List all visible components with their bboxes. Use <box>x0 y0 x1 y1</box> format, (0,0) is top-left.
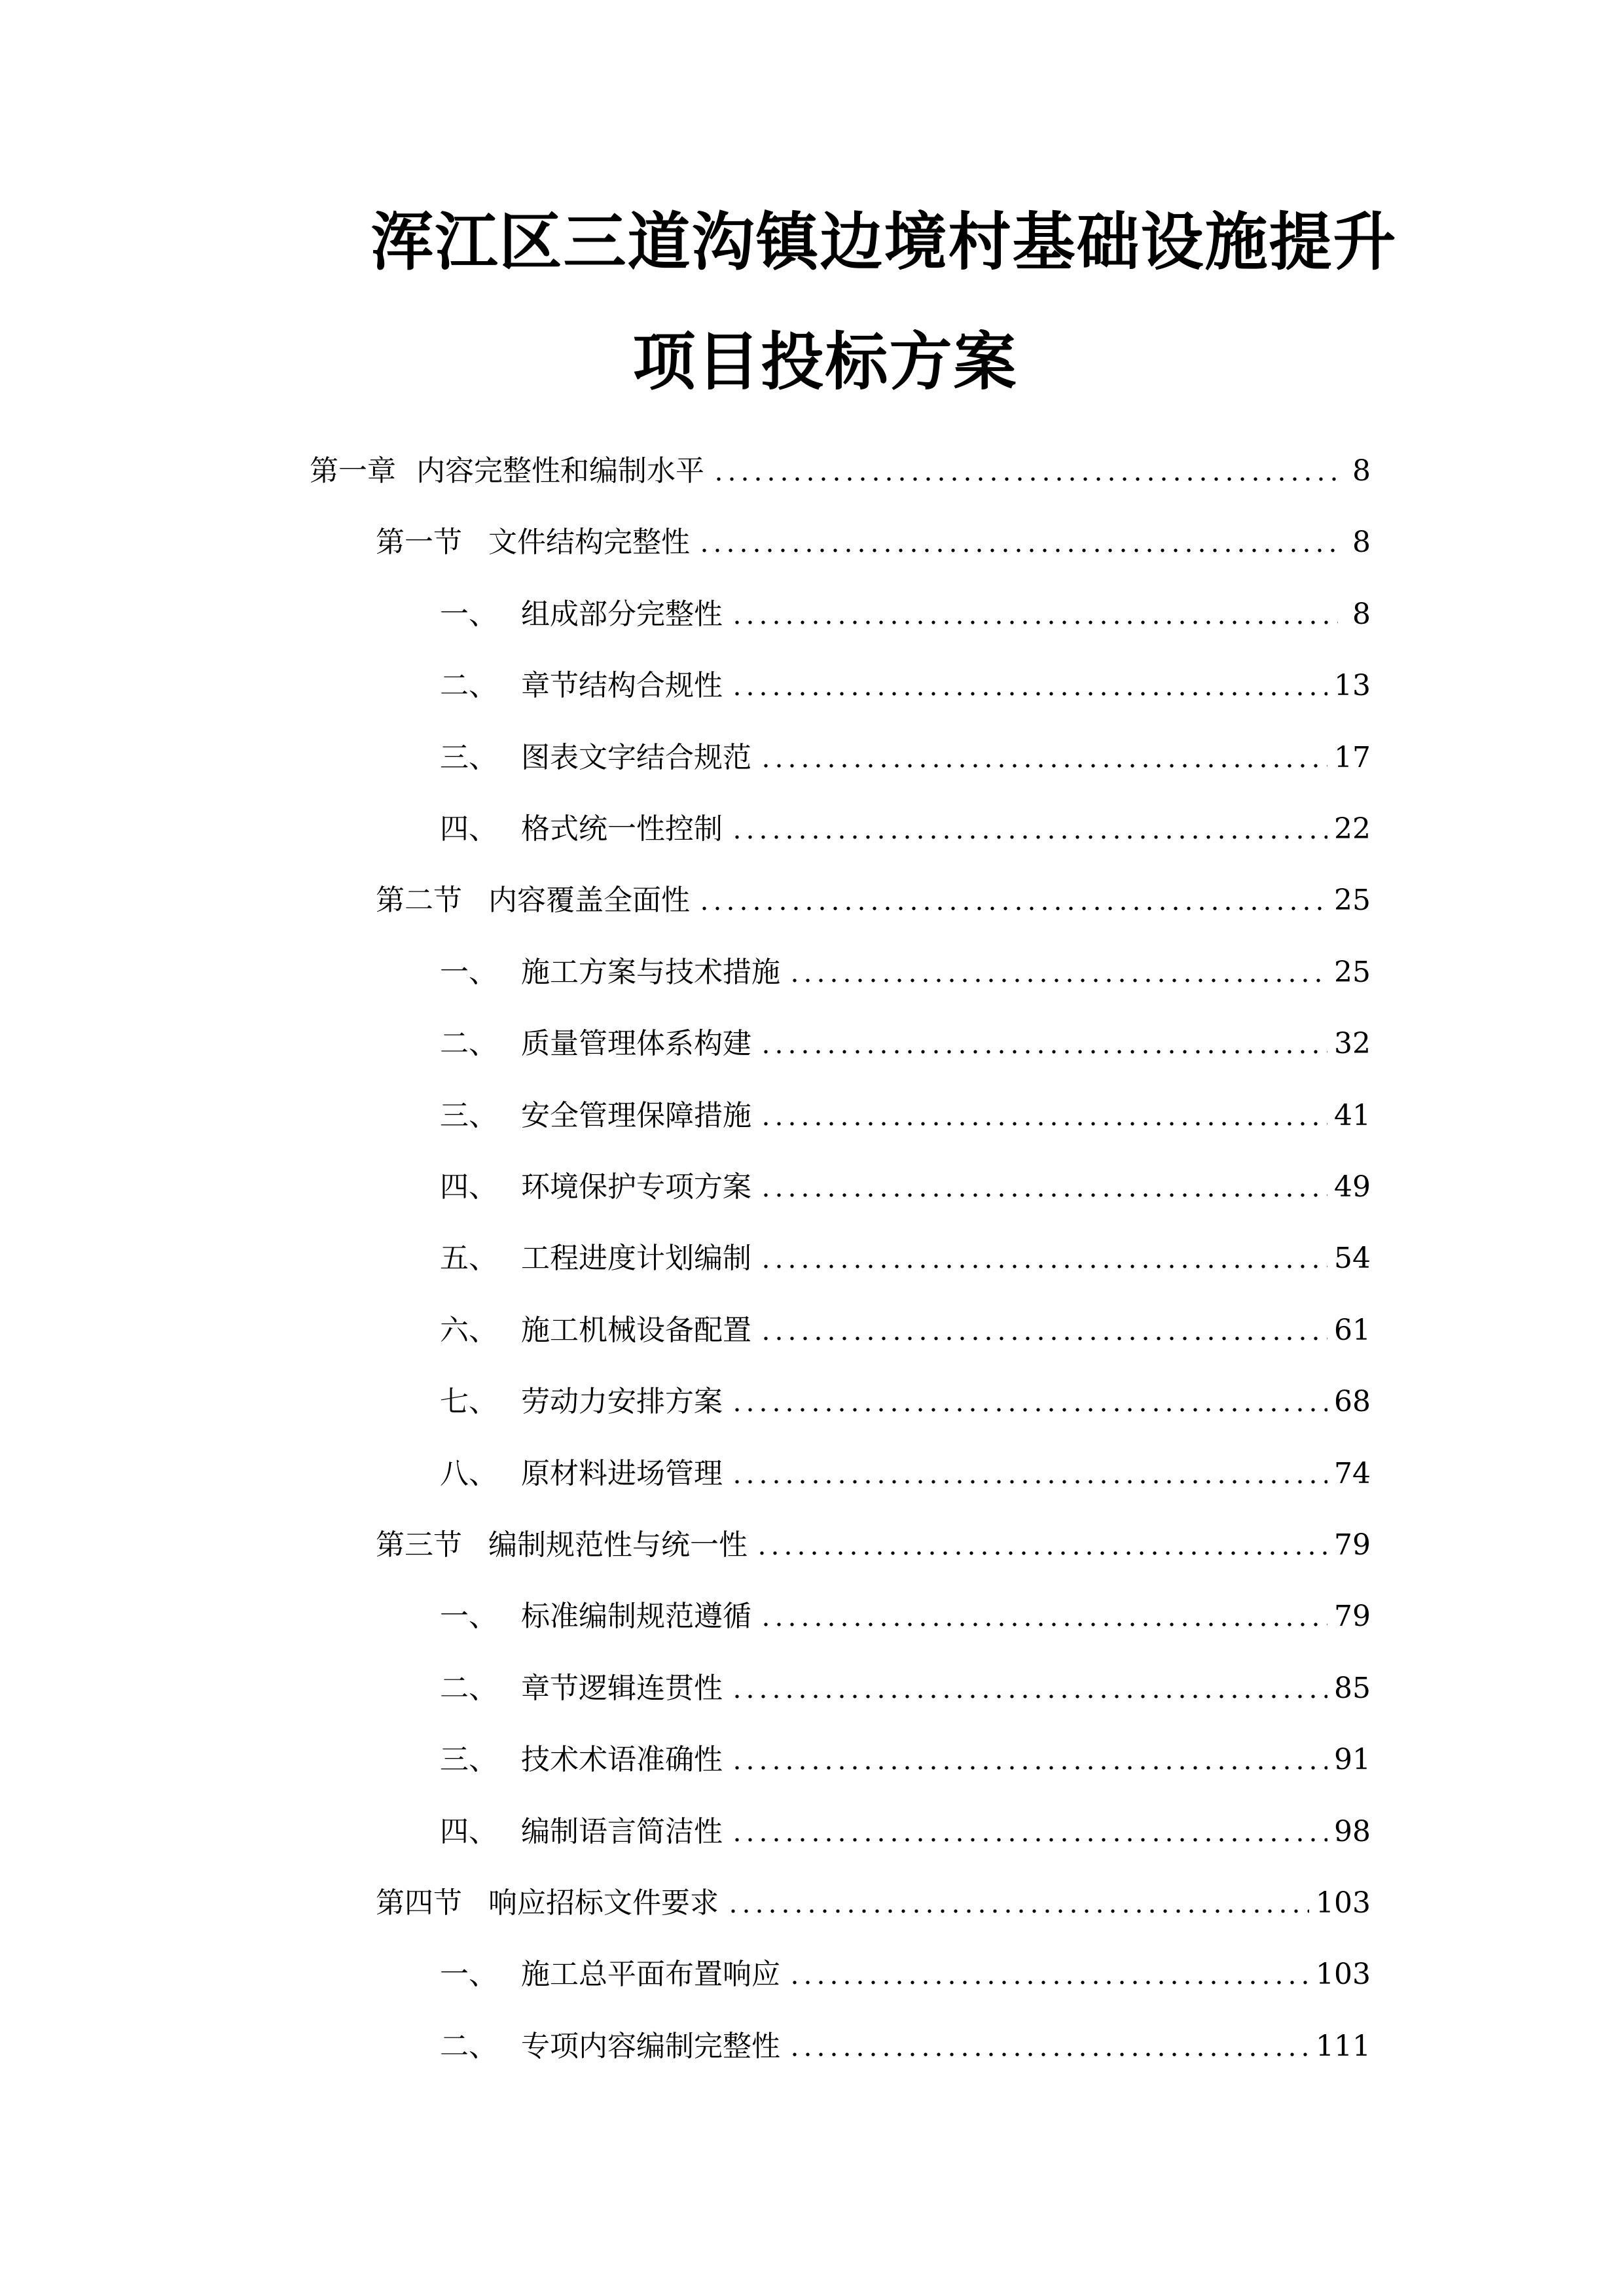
toc-entry-text: 组成部分完整性 <box>521 598 723 631</box>
toc-dot-leader <box>731 834 1327 840</box>
toc-entry-number: 二、 <box>440 1027 497 1060</box>
toc-entry-number: 七、 <box>440 1385 497 1418</box>
toc-page-number: 25 <box>1334 956 1371 989</box>
toc-page-number: 8 <box>1352 454 1371 488</box>
toc-dot-leader <box>759 1264 1327 1269</box>
toc-entry-number: 三、 <box>440 741 497 774</box>
toc-entry-text: 施工方案与技术措施 <box>521 956 780 989</box>
toc-entry-text: 工程进度计划编制 <box>521 1242 751 1275</box>
toc-page-number: 17 <box>1334 741 1371 774</box>
toc-entry[interactable] <box>440 1664 1371 1703</box>
toc-entry-number: 一、 <box>440 1958 497 1991</box>
toc-entry[interactable] <box>440 2022 1371 2061</box>
toc-entry-label <box>440 1815 723 1848</box>
toc-page-number: 103 <box>1316 1886 1371 1920</box>
toc-entry-text: 原材料进场管理 <box>521 1457 723 1490</box>
document-title-line-2: 项目投标方案 <box>632 325 1018 399</box>
toc-entry[interactable] <box>376 876 1371 915</box>
toc-page-number: 54 <box>1334 1242 1371 1275</box>
toc-entry-text: 施工总平面布置响应 <box>521 1958 780 1991</box>
toc-entry-label <box>376 886 690 915</box>
toc-entry-number: 二、 <box>440 2030 497 2063</box>
toc-page-number: 68 <box>1334 1385 1371 1418</box>
toc-dot-leader <box>698 906 1327 911</box>
toc-dot-leader <box>698 548 1338 553</box>
toc-dot-leader <box>759 1622 1327 1627</box>
toc-dot-leader <box>731 1479 1327 1484</box>
toc-entry[interactable] <box>440 948 1371 987</box>
toc-dot-leader <box>759 1121 1327 1126</box>
toc-entry-text: 章节结构合规性 <box>521 669 723 702</box>
toc-entry[interactable] <box>440 1091 1371 1130</box>
toc-page-number: 13 <box>1334 669 1371 702</box>
toc-entry-label <box>440 1244 751 1273</box>
toc-page-number: 111 <box>1316 2030 1371 2063</box>
toc-entry-number: 二、 <box>440 1672 497 1705</box>
toc-dot-leader <box>727 1909 1309 1914</box>
toc-dot-leader <box>712 476 1338 482</box>
toc-page-number: 41 <box>1334 1099 1371 1132</box>
toc-entry-label <box>440 958 780 987</box>
toc-entry-label <box>310 454 704 488</box>
toc-entry-label <box>440 2032 780 2061</box>
toc-entry-text: 劳动力安排方案 <box>521 1385 723 1418</box>
toc-entry-text: 内容完整性和编制水平 <box>416 454 704 488</box>
toc-entry[interactable] <box>440 1377 1371 1416</box>
toc-entry-number: 三、 <box>440 1743 497 1776</box>
toc-entry[interactable] <box>440 804 1371 844</box>
toc-entry[interactable] <box>440 1449 1371 1488</box>
toc-page-number: 32 <box>1334 1027 1371 1060</box>
toc-entry[interactable] <box>440 1950 1371 1989</box>
toc-entry-label <box>440 1743 723 1776</box>
toc-dot-leader <box>731 1837 1327 1842</box>
toc-entry-text: 编制语言简洁性 <box>521 1815 723 1848</box>
toc-entry-label <box>440 1960 780 1989</box>
toc-entry-number: 五、 <box>440 1242 497 1275</box>
toc-entry[interactable] <box>376 518 1371 557</box>
toc-entry-text: 响应招标文件要求 <box>488 1886 719 1920</box>
toc-entry[interactable] <box>440 1735 1371 1774</box>
toc-entry-text: 质量管理体系构建 <box>521 1027 751 1060</box>
toc-entry-label <box>440 741 751 774</box>
toc-page-number: 49 <box>1334 1170 1371 1204</box>
toc-entry-label <box>376 528 690 557</box>
toc-entry[interactable] <box>440 661 1371 700</box>
toc-entry-text: 内容覆盖全面性 <box>488 884 690 917</box>
toc-entry-number: 四、 <box>440 1815 497 1848</box>
toc-entry-number: 第三节 <box>376 1528 462 1562</box>
toc-entry-number: 第一章 <box>310 454 396 488</box>
toc-entry-text: 施工机械设备配置 <box>521 1314 751 1347</box>
toc-entry-number: 一、 <box>440 1600 497 1633</box>
toc-entry-label <box>440 1457 723 1490</box>
toc-entry-label <box>440 1316 751 1345</box>
toc-entry-label <box>440 1027 751 1060</box>
toc-dot-leader <box>788 978 1327 983</box>
toc-entry-number: 一、 <box>440 598 497 631</box>
toc-entry-text: 图表文字结合规范 <box>521 741 751 774</box>
toc-entry-number: 三、 <box>440 1099 497 1132</box>
toc-dot-leader <box>731 1694 1327 1699</box>
toc-dot-leader <box>759 1193 1327 1198</box>
toc-entry-label <box>440 1602 751 1631</box>
toc-dot-leader <box>759 1049 1327 1054</box>
toc-entry[interactable] <box>376 1520 1371 1560</box>
toc-entry-number: 二、 <box>440 669 497 702</box>
toc-entry-number: 第二节 <box>376 884 462 917</box>
toc-entry-text: 文件结构完整性 <box>488 526 690 559</box>
toc-dot-leader <box>731 620 1338 625</box>
toc-entry-label <box>440 600 723 629</box>
toc-page-number: 74 <box>1334 1457 1371 1490</box>
toc-page-number: 79 <box>1334 1600 1371 1633</box>
toc-entry[interactable] <box>440 1592 1371 1631</box>
toc-entry-text: 技术术语准确性 <box>521 1743 723 1776</box>
toc-entry-label <box>440 1385 723 1418</box>
toc-page-number: 79 <box>1334 1528 1371 1562</box>
toc-entry[interactable] <box>440 1019 1371 1058</box>
toc-entry-label <box>376 1886 719 1920</box>
toc-entry[interactable] <box>440 1807 1371 1846</box>
toc-entry-number: 第一节 <box>376 526 462 559</box>
toc-entry-label <box>440 669 723 702</box>
toc-entry-text: 章节逻辑连贯性 <box>521 1672 723 1705</box>
toc-entry-number: 六、 <box>440 1314 497 1347</box>
toc-dot-leader <box>759 1336 1327 1341</box>
toc-page-number: 98 <box>1334 1815 1371 1848</box>
toc-entry[interactable] <box>440 590 1371 629</box>
toc-entry-label <box>440 1674 723 1703</box>
toc-dot-leader <box>731 1765 1327 1770</box>
toc-entry-label <box>376 1528 748 1562</box>
toc-entry[interactable] <box>440 733 1371 772</box>
toc-entry[interactable] <box>310 446 1371 486</box>
toc-page-number: 8 <box>1352 526 1371 559</box>
toc-dot-leader <box>731 691 1327 696</box>
toc-entry-text: 专项内容编制完整性 <box>521 2030 780 2063</box>
toc-page-number: 85 <box>1334 1672 1371 1705</box>
toc-dot-leader <box>788 2052 1309 2057</box>
toc-entry-number: 第四节 <box>376 1886 462 1920</box>
toc-entry-text: 环境保护专项方案 <box>521 1170 751 1204</box>
toc-entry-label <box>440 1099 751 1132</box>
toc-entry-label <box>440 812 723 846</box>
toc-entry-text: 标准编制规范遵循 <box>521 1600 751 1633</box>
toc-dot-leader <box>755 1551 1327 1556</box>
toc-dot-leader <box>759 763 1327 768</box>
toc-entry-text: 编制规范性与统一性 <box>488 1528 748 1562</box>
toc-page-number: 25 <box>1334 884 1371 917</box>
toc-dot-leader <box>788 1980 1309 1985</box>
toc-dot-leader <box>731 1407 1327 1412</box>
toc-entry[interactable] <box>440 1234 1371 1273</box>
toc-entry-label <box>440 1170 751 1204</box>
toc-entry-number: 四、 <box>440 1170 497 1204</box>
toc-entry-text: 格式统一性控制 <box>521 812 723 846</box>
document-title-line-1: 浑江区三道沟镇边境村基础设施提升 <box>370 205 1398 279</box>
toc-page-number: 91 <box>1334 1743 1371 1776</box>
toc-entry[interactable] <box>440 1162 1371 1202</box>
toc-entry-text: 安全管理保障措施 <box>521 1099 751 1132</box>
toc-page-number: 22 <box>1334 812 1371 846</box>
toc-entry[interactable] <box>376 1878 1371 1918</box>
toc-entry[interactable] <box>440 1306 1371 1345</box>
toc-page-number: 103 <box>1316 1958 1371 1991</box>
toc-entry-number: 一、 <box>440 956 497 989</box>
toc-page-number: 61 <box>1334 1314 1371 1347</box>
toc-entry-number: 四、 <box>440 812 497 846</box>
toc-entry-number: 八、 <box>440 1457 497 1490</box>
toc-page-number: 8 <box>1352 598 1371 631</box>
